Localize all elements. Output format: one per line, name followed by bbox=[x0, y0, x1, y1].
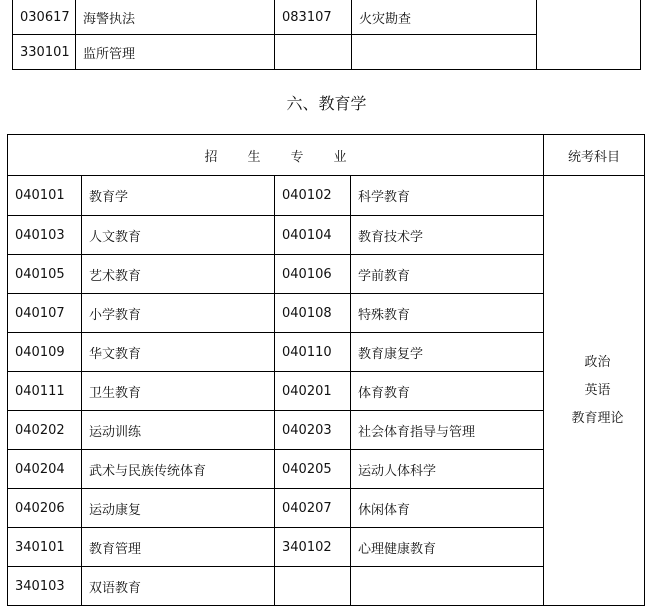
major-name: 运动康复 bbox=[82, 489, 275, 528]
education-major-table bbox=[7, 134, 645, 606]
major-code: 040201 bbox=[275, 372, 351, 411]
major-code: 040204 bbox=[8, 450, 82, 489]
major-name: 小学教育 bbox=[82, 294, 275, 333]
table-row bbox=[13, 0, 641, 35]
major-code: 040207 bbox=[275, 489, 351, 528]
major-name: 教育技术学 bbox=[351, 216, 544, 255]
major-name: 艺术教育 bbox=[82, 255, 275, 294]
major-code: 030617 bbox=[13, 0, 76, 35]
major-name: 特殊教育 bbox=[351, 294, 544, 333]
major-name: 人文教育 bbox=[82, 216, 275, 255]
major-name: 双语教育 bbox=[82, 567, 275, 606]
major-name: 教育学 bbox=[82, 176, 275, 216]
major-code: 040103 bbox=[8, 216, 82, 255]
major-name: 火灾勘查 bbox=[352, 0, 537, 35]
major-code: 340101 bbox=[8, 528, 82, 567]
major-code: 040202 bbox=[8, 411, 82, 450]
major-code: 040106 bbox=[275, 255, 351, 294]
major-code: 040203 bbox=[275, 411, 351, 450]
major-name: 华文教育 bbox=[82, 333, 275, 372]
major-code bbox=[275, 567, 351, 606]
table-row bbox=[8, 176, 645, 216]
major-name bbox=[351, 567, 544, 606]
major-code: 040104 bbox=[275, 216, 351, 255]
major-name: 学前教育 bbox=[351, 255, 544, 294]
major-code: 330101 bbox=[13, 35, 76, 70]
major-name: 监所管理 bbox=[76, 35, 275, 70]
top-major-table bbox=[12, 0, 641, 70]
major-header: 招生专业 bbox=[8, 135, 544, 176]
major-name: 教育管理 bbox=[82, 528, 275, 567]
major-name bbox=[352, 35, 537, 70]
major-code: 040110 bbox=[275, 333, 351, 372]
subject-item: 英语 bbox=[584, 383, 611, 398]
major-code: 040111 bbox=[8, 372, 82, 411]
major-name: 体育教育 bbox=[351, 372, 544, 411]
subjects-header: 统考科目 bbox=[544, 135, 645, 176]
major-code: 083107 bbox=[275, 0, 352, 35]
major-code: 040108 bbox=[275, 294, 351, 333]
major-name: 卫生教育 bbox=[82, 372, 275, 411]
table-header-row bbox=[8, 135, 645, 176]
major-code: 040107 bbox=[8, 294, 82, 333]
major-name: 运动训练 bbox=[82, 411, 275, 450]
major-name: 运动人体科学 bbox=[351, 450, 544, 489]
subject-item: 教育理论 bbox=[571, 411, 624, 426]
major-code: 040102 bbox=[275, 176, 351, 216]
major-name: 心理健康教育 bbox=[351, 528, 544, 567]
major-name: 社会体育指导与管理 bbox=[351, 411, 544, 450]
major-code: 040206 bbox=[8, 489, 82, 528]
major-code: 340102 bbox=[275, 528, 351, 567]
major-code: 040105 bbox=[8, 255, 82, 294]
subjects-cell bbox=[537, 0, 641, 70]
major-code: 040101 bbox=[8, 176, 82, 216]
major-name: 海警执法 bbox=[76, 0, 275, 35]
subjects-cell bbox=[544, 176, 645, 606]
major-name: 武术与民族传统体育 bbox=[82, 450, 275, 489]
section-title: 六、教育学 bbox=[286, 94, 367, 113]
subject-item: 政治 bbox=[584, 355, 611, 370]
major-name: 休闲体育 bbox=[351, 489, 544, 528]
major-code: 040109 bbox=[8, 333, 82, 372]
major-code bbox=[275, 35, 352, 70]
major-name: 教育康复学 bbox=[351, 333, 544, 372]
major-name: 科学教育 bbox=[351, 176, 544, 216]
major-code: 340103 bbox=[8, 567, 82, 606]
major-code: 040205 bbox=[275, 450, 351, 489]
